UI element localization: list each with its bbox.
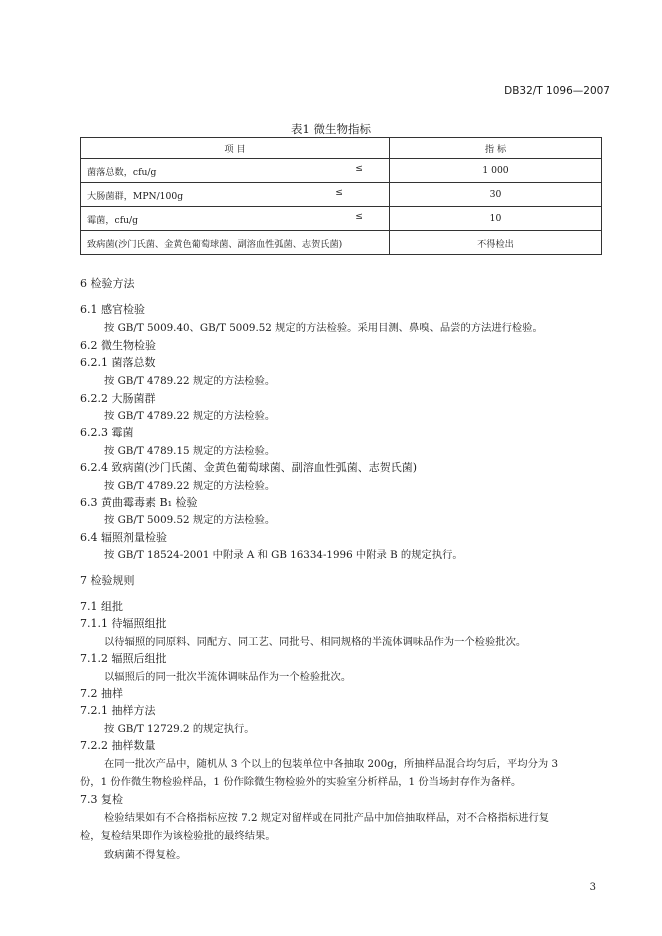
table-row [81, 159, 602, 183]
clause-7-2-2-text-2: 份，1 份作微生物检验样品，1 份作除微生物检验外的实验室分析样品，1 份当场封存作为备样。 [80, 776, 522, 788]
clause-7-2-1-text: 按 GB/T 12729.2 的规定执行。 [104, 723, 255, 735]
header-indicator: 指 标 [390, 138, 602, 159]
clause-6-2-3-text: 按 GB/T 4789.15 规定的方法检验。 [104, 445, 276, 457]
clause-6-3-heading: 6.3 黄曲霉毒素 B₁ 检验 [80, 496, 198, 509]
clause-7-1-1-heading: 7.1.1 待辐照组批 [80, 617, 167, 630]
clause-7-3-text-3: 致病菌不得复检。 [104, 849, 187, 861]
row-item-cell [81, 231, 390, 255]
clause-7-1-2-heading: 7.1.2 辐照后组批 [80, 652, 167, 665]
table-row [81, 231, 602, 255]
clause-6-3-text: 按 GB/T 5009.52 规定的方法检验。 [104, 514, 276, 526]
clause-7-3-text-1: 检验结果如有不合格指标应按 7.2 规定对留样或在同批产品中加倍抽取样品，对不合格指标进行复 [104, 812, 550, 824]
clause-6-2-2-text: 按 GB/T 4789.22 规定的方法检验。 [104, 410, 276, 422]
clause-6-1-heading: 6.1 感官检验 [80, 303, 145, 316]
clause-7-2-1-heading: 7.2.1 抽样方法 [80, 704, 156, 717]
clause-7-3-heading: 7.3 复检 [80, 793, 123, 806]
clause-6-2-4-heading: 6.2.4 致病菌(沙门氏菌、金黄色葡萄球菌、副溶血性弧菌、志贺氏菌) [80, 461, 418, 474]
clause-7-1-heading: 7.1 组批 [80, 600, 123, 613]
row-value: 10 [390, 207, 602, 231]
clause-6-2-heading: 6.2 微生物检验 [80, 339, 156, 352]
clause-6-1-text: 按 GB/T 5009.40、GB/T 5009.52 规定的方法检验。采用目测、鼻嗅、品尝的方法进行检验。 [104, 322, 543, 334]
header-item: 项 目 [81, 138, 390, 159]
table-caption: 表1 微生物指标 [291, 122, 371, 136]
row-value: 不得检出 [390, 231, 602, 255]
clause-6-2-4-text: 按 GB/T 4789.22 规定的方法检验。 [104, 480, 276, 492]
clause-7-1-2-text: 以辐照后的同一批次半流体调味品作为一个检验批次。 [104, 671, 352, 683]
row-value: 1 000 [390, 159, 602, 183]
clause-6-4-text: 按 GB/T 18524-2001 中附录 A 和 GB 16334-1996 中附录 B 的规定执行。 [104, 549, 463, 561]
clause-6-2-3-heading: 6.2.3 霉菌 [80, 426, 134, 439]
table-row [81, 207, 602, 231]
clause-7-2-heading: 7.2 抽样 [80, 687, 123, 700]
clause-6-2-2-heading: 6.2.2 大肠菌群 [80, 392, 156, 405]
clause-7-3-text-2: 检，复检结果即作为该检验批的最终结果。 [80, 830, 276, 842]
clause-7-2-2-heading: 7.2.2 抽样数量 [80, 739, 156, 752]
row-value: 30 [390, 183, 602, 207]
row-symbol: ≤ [355, 211, 363, 222]
row-symbol: ≤ [355, 163, 363, 174]
section-6-heading: 6 检验方法 [80, 277, 135, 290]
clause-6-2-1-heading: 6.2.1 菌落总数 [80, 356, 156, 369]
section-7-heading: 7 检验规则 [80, 574, 135, 587]
clause-7-1-1-text: 以待辐照的同原料、同配方、同工艺、同批号、相同规格的半流体调味品作为一个检验批次。 [104, 636, 527, 648]
standard-code: DB32/T 1096—2007 [504, 85, 610, 97]
page-number: 3 [589, 882, 596, 893]
row-symbol: ≤ [335, 187, 343, 198]
row-item-cell [81, 207, 390, 231]
table-row [81, 183, 602, 207]
table-header-row [81, 138, 602, 159]
clause-7-2-2-text-1: 在同一批次产品中，随机从 3 个以上的包装单位中各抽取 200g，所抽样品混合均匀后，平均分为 3 [104, 758, 559, 770]
microbial-indicator-table [80, 137, 602, 255]
clause-6-2-1-text: 按 GB/T 4789.22 规定的方法检验。 [104, 375, 276, 387]
row-item-cell [81, 183, 390, 207]
row-item-label: 致病菌(沙门氏菌、金黄色葡萄球菌、副溶血性弧菌、志贺氏菌) [87, 238, 343, 250]
row-item-label: 大肠菌群，MPN/100g [87, 190, 184, 202]
row-item-label: 霉菌，cfu/g [87, 214, 139, 226]
row-item-cell [81, 159, 390, 183]
clause-6-4-heading: 6.4 辐照剂量检验 [80, 531, 167, 544]
row-item-label: 菌落总数，cfu/g [87, 166, 157, 178]
